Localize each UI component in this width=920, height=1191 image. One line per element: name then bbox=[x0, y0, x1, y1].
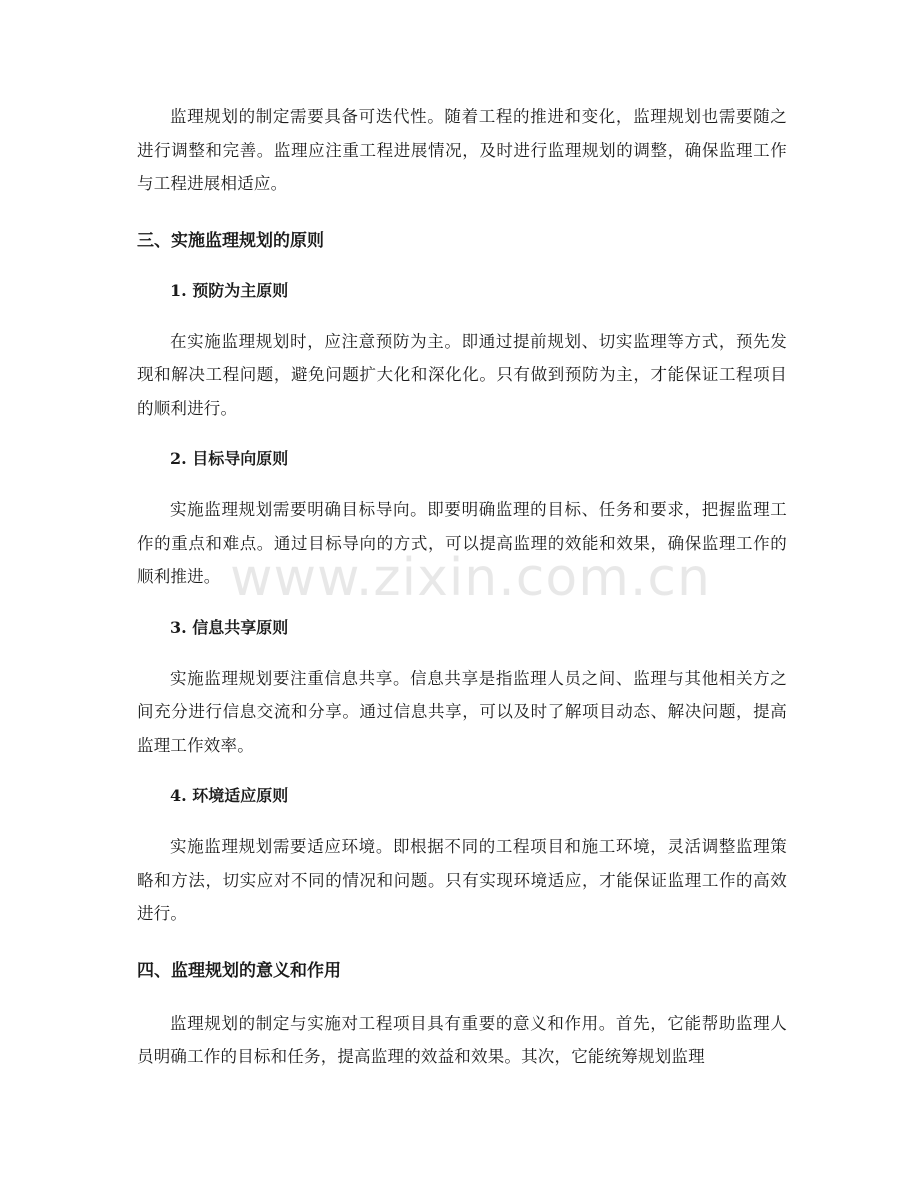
subheading-info-sharing: 3. 信息共享原则 bbox=[170, 617, 289, 637]
paragraph-environment: 实施监理规划需要适应环境。即根据不同的工程项目和施工环境，灵活调整监理策略和方法，切实应对不同的情况和问题。只有实现环境适应，才能保证监理工作的高效进行。 bbox=[137, 837, 787, 923]
subheading-goal-oriented: 2. 目标导向原则 bbox=[170, 449, 289, 468]
section-heading-4: 四、监理规划的意义和作用 bbox=[137, 960, 341, 981]
paragraph-goal-oriented: 实施监理规划需要明确目标导向。即要明确监理的目标、任务和要求，把握监理工作的重点和难点。通过目标导向的方式，可以提高监理的效能和效果，确保监理工作的顺利推进。 bbox=[137, 500, 787, 586]
document-page bbox=[137, 100, 787, 1074]
paragraph-prevention: 在实施监理规划时，应注意预防为主。即通过提前规划、切实监理等方式，预先发现和解决工程问题，避免问题扩大化和深化化。只有做到预防为主，才能保证工程项目的顺利进行。 bbox=[137, 331, 787, 418]
subheading-environment: 4. 环境适应原则 bbox=[170, 786, 289, 805]
section-heading-3: 三、实施监理规划的原则 bbox=[137, 230, 324, 251]
paragraph-significance: 监理规划的制定与实施对工程项目具有重要的意义和作用。首先，它能帮助监理人员明确工作的目标和任务，提高监理的效益和效果。其次，它能统筹规划监理 bbox=[137, 1013, 787, 1066]
paragraph-info-sharing: 实施监理规划要注重信息共享。信息共享是指监理人员之间、监理与其他相关方之间充分进行信息交流和分享。通过信息共享，可以及时了解项目动态、解决问题，提高监理工作效率。 bbox=[137, 668, 787, 755]
watermark-text: www.zixin.com.cn bbox=[230, 548, 711, 608]
paragraph-intro: 监理规划的制定需要具备可迭代性。随着工程的推进和变化，监理规划也需要随之进行调整和完善。监理应注重工程进展情况，及时进行监理规划的调整，确保监理工作与工程进展相适应。 bbox=[137, 107, 787, 193]
subheading-prevention: 1. 预防为主原则 bbox=[170, 280, 289, 300]
